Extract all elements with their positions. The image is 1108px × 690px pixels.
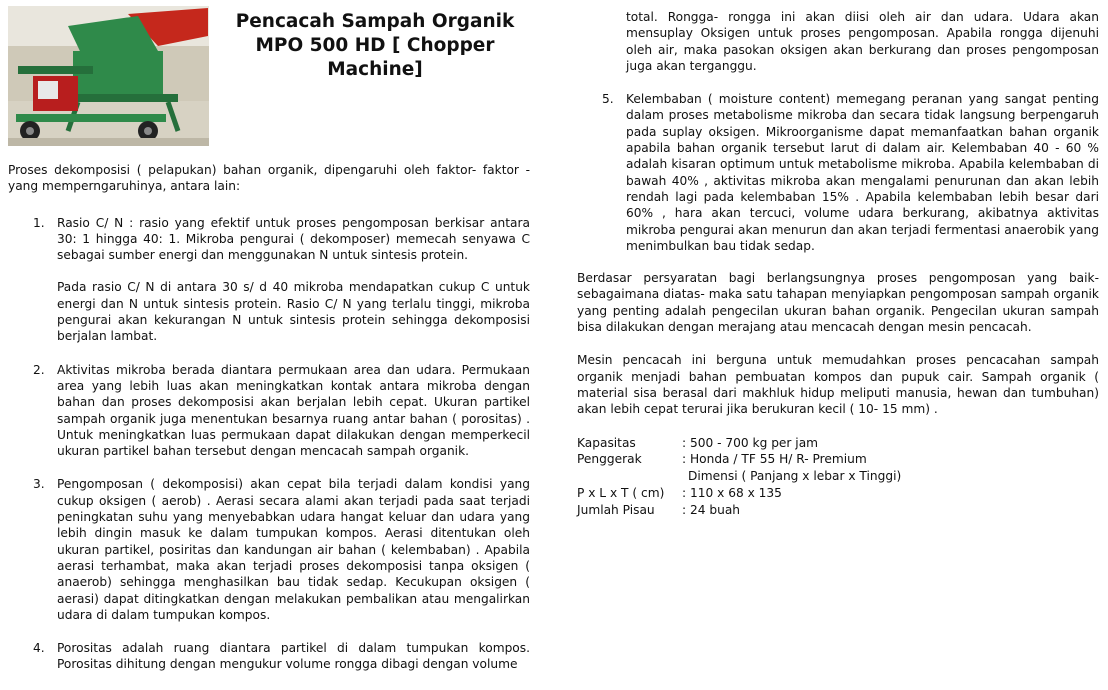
list-number: 1. [33, 215, 45, 230]
list-item [8, 215, 530, 345]
list-item-text: Porositas adalah ruang diantara partikel di dalam tumpukan kompos. Porositas dihitung dengan mengukur volume rongga dibagi dengan volume [57, 641, 530, 672]
spec-label: Penggerak [577, 452, 642, 467]
list-item-continued [577, 9, 1099, 74]
list-item-text: total. Rongga- rongga ini akan diisi oleh air dan udara. Udara akan mensuplay Oksigen untuk proses pengomposan. Apabila rongga dijenuhi oleh air, maka pasokan oksigen akan berkurang dan proses pengomposan juga akan terganggu. [626, 10, 1099, 73]
list-item-text: Pada rasio C/ N di antara 30 s/ d 40 mikroba mendapatkan cukup C untuk energi dan N untuk sintesis protein. Rasio C/ N yang terlalu tinggi, mikroba pengurai akan kekurangan N untuk sintesis protein sehingga dekomposisi berjalan lambat. [57, 280, 530, 344]
list-item-text: Pengomposan ( dekomposisi) akan cepat bila terjadi dalam kondisi yang cukup oksigen ( aerob) . Aerasi secara alami akan terjadi pada saat terjadi peningkatan suhu yang menyebabkan udara hangat keluar dan udara yang lebih dingin masuk ke dalam tumpukan kompos. Aerasi ditentukan oleh ukuran partikel, posiritas dan kandungan air bahan ( kelembaban) . Apabila aerasi terhambat, maka akan terjadi proses dekomposisi tanpa oksigen ( anaerob) sehingga menghasilkan bau tidak sedap. Kecukupan oksigen ( aerasi) dapat ditingkatkan dengan melakukan pembalikan atau mengalirkan udara di dalam tumpukan kompos. [57, 477, 530, 622]
spec-row-dimension [577, 485, 1099, 502]
list-number: 5. [602, 92, 614, 107]
spec-dimension-note: Dimensi ( Panjang x lebar x Tinggi) [688, 469, 902, 484]
list-item [8, 362, 530, 460]
list-item [577, 91, 1099, 254]
list-number: 2. [33, 362, 45, 377]
list-number: 3. [33, 477, 45, 492]
spec-row-pisau [577, 502, 1099, 519]
chopper-machine-image [8, 6, 209, 146]
left-column [8, 162, 530, 690]
right-column [577, 9, 1099, 519]
machine-paragraph: Mesin pencacah ini berguna untuk memudahkan proses pencacahan sampah organik menjadi bahan pembuatan kompos dan pupuk cair. Sampah organik ( material sisa berasal dari makhluk hidup meliputi manusia, hewan dan tumbuhan) akan lebih cepat terurai jika berukuran kecil ( 10- 15 mm) . [577, 353, 1099, 417]
spec-value: : 24 buah [682, 502, 741, 517]
list-number: 4. [33, 641, 45, 656]
factor-list [8, 215, 530, 673]
list-item-text: Aktivitas mikroba berada diantara permukaan area dan udara. Permukaan area yang lebih luas akan meningkatkan kontak antara mikroba dengan bahan dan proses dekomposisi akan berjalan lebih cepat. Ukuran partikel sampah organik juga menentukan besarnya ruang antar bahan ( porositas) . Untuk meningkatkan luas permukaan dapat dilakukan dengan memperkecil ukuran partikel bahan tersebut dengan mencacah sampah organik. [57, 362, 530, 459]
spec-table [577, 435, 1099, 519]
spec-row-penggerak [577, 451, 1099, 468]
list-item-text: Kelembaban ( moisture content) memegang peranan yang sangat penting dalam proses metabolisme mikroba dan secara tidak langsung berpengaruh pada suplay oksigen. Mikroorganisme dapat memanfaatkan bahan organik apabila bahan organik tersebut larut di dalam air. Kelembaban 40 - 60 % adalah kisaran optimum untuk metabolisme mikroba. Apabila kelembaban di bawah 40% , aktivitas mikroba akan mengalami penurunan dan akan lebih rendah lagi pada kelembaban 15% . Apabila kelembaban lebih besar dari 60% , hara akan tercuci, volume udara berkurang, akibatnya aktivitas mikroba pengurai akan menurun dan akan terjadi fermentasi anaerobik yang menimbulkan bau tidak sedap. [626, 92, 1099, 253]
product-photo [8, 6, 209, 146]
page-title: Pencacah Sampah Organik MPO 500 HD [ Chopper Machine] [235, 11, 515, 80]
list-item [8, 640, 530, 673]
spec-label: P x L x T ( cm) [577, 485, 665, 500]
spec-label: Jumlah Pisau [577, 502, 655, 517]
spec-value: : Honda / TF 55 H/ R- Premium [682, 452, 867, 467]
spec-value: : 110 x 68 x 135 [682, 485, 782, 500]
spec-value: : 500 - 700 kg per jam [682, 435, 819, 450]
list-item-text: Rasio C/ N : rasio yang efektif untuk proses pengomposan berkisar antara 30: 1 hingga 40: 1. Mikroba pengurai ( dekomposer) memecah senyawa C sebagai sumber energi dan menggunakan N untuk sintesis protein. [57, 215, 530, 263]
spec-row-kapasitas [577, 435, 1099, 452]
requirements-paragraph: Berdasar persyaratan bagi berlangsungnya proses pengomposan yang baik- sebagaimana diatas- maka satu tahapan menyiapkan pengomposan sampah organik yang penting adalah pengecilan ukuran bahan organik. Pengecilan ukuran sampah bisa dilakukan dengan merajang atau mencacah dengan mesin pencacah. [577, 271, 1099, 335]
list-item [8, 476, 530, 623]
spec-label: Kapasitas [577, 435, 636, 450]
intro-paragraph: Proses dekomposisi ( pelapukan) bahan organik, dipengaruhi oleh faktor- faktor - yang memperngaruhinya, antara lain: [8, 163, 530, 194]
